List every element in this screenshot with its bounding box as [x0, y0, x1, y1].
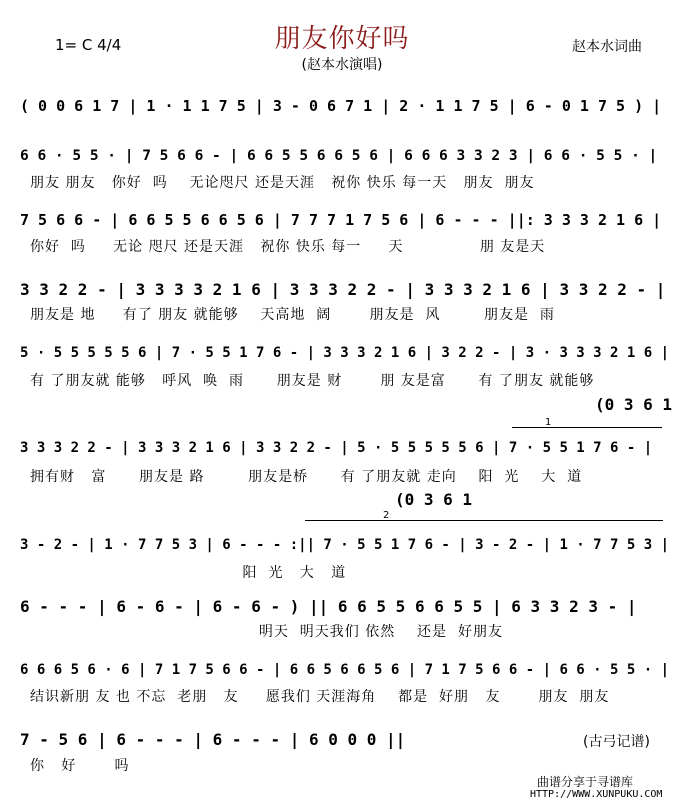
- lyric-row-5: 有 了朋友就 能够 呼风 唤 雨 朋友是 财 朋 友是富 有 了朋友 就能够: [30, 373, 595, 389]
- volta-number-2: 2: [383, 510, 390, 521]
- notation-row-6: 3 3 3 2 2 - | 3 3 3 2 1 6 | 3 3 2 2 - | 5 · 5 5 5 5 5 6 | 7 · 5 5 1 7 6 - |: [20, 440, 653, 456]
- cue-notes-1: (0 3 6 1: [595, 395, 673, 414]
- volta-bracket-2: [305, 520, 663, 521]
- notation-row-9: 6 6 6 5 6 · 6 | 7 1 7 5 6 6 - | 6 6 5 6 6 5 6 | 7 1 7 5 6 6 - | 6 6 · 5 5 · |: [20, 662, 670, 678]
- lyric-row-2: 朋友 朋友 你好 吗 无论咫尺 还是天涯 祝你 快乐 每一天 朋友 朋友: [30, 175, 535, 191]
- cue-notes-2: (0 3 6 1: [395, 490, 473, 509]
- footer-url[interactable]: HTTP://WWW.XUNPUKU.COM: [530, 789, 663, 800]
- lyric-row-4: 朋友是 地 有了 朋友 就能够 天高地 阔 朋友是 风 朋友是 雨: [30, 307, 555, 323]
- song-title: 朋友你好吗: [274, 24, 410, 54]
- notation-row-2: 6 6 · 5 5 · | 7 5 6 6 - | 6 6 5 5 6 6 5 6 | 6 6 6 3 3 2 3 | 6 6 · 5 5 · |: [20, 148, 658, 164]
- notation-row-8: 6 - - - | 6 - 6 - | 6 - 6 - ) || 6 6 5 5 6 6 5 5 | 6 3 3 2 3 - |: [20, 597, 637, 616]
- lyric-row-10: 你 好 吗: [30, 758, 130, 774]
- lyric-row-9: 结识新朋 友 也 不忘 老朋 友 愿我们 天涯海角 都是 好朋 友 朋友 朋友: [30, 689, 610, 705]
- lyric-row-6: 拥有财 富 朋友是 路 朋友是桥 有 了朋友就 走向 阳 光 大 道: [30, 469, 583, 485]
- volta-number-1: 1: [545, 417, 552, 428]
- footer-note: 曲谱分享于寻谱库: [537, 775, 634, 789]
- composer-credit: 赵本水词曲: [572, 39, 642, 55]
- notation-row-7: 3 - 2 - | 1 · 7 7 5 3 | 6 - - - :|| 7 · 5 5 1 7 6 - | 3 - 2 - | 1 · 7 7 5 3 |: [20, 537, 670, 553]
- notation-row-4: 3 3 2 2 - | 3 3 3 3 2 1 6 | 3 3 3 2 2 - | 3 3 3 2 1 6 | 3 3 2 2 - |: [20, 280, 666, 299]
- key-signature: 1= C 4/4: [55, 36, 122, 54]
- notation-row-1: ( 0 0 6 1 7 | 1 · 1 1 7 5 | 3 - 0 6 7 1 | 2 · 1 1 7 5 | 6 - 0 1 7 5 ) |: [20, 97, 662, 115]
- lyric-row-3: 你好 吗 无论 咫尺 还是天涯 祝你 快乐 每一 天 朋 友是天: [30, 239, 546, 255]
- lyric-row-8: 明天 明天我们 依然 还是 好朋友: [30, 624, 503, 640]
- notation-row-3: 7 5 6 6 - | 6 6 5 5 6 6 5 6 | 7 7 7 1 7 5 6 | 6 - - - ||: 3 3 3 2 1 6 |: [20, 211, 662, 229]
- notation-row-10: 7 - 5 6 | 6 - - - | 6 - - - | 6 0 0 0 ||: [20, 730, 406, 749]
- performer-subtitle: (赵本水演唱): [301, 57, 383, 73]
- transcriber-credit: (古弓记谱): [583, 734, 650, 750]
- notation-row-5: 5 · 5 5 5 5 5 6 | 7 · 5 5 1 7 6 - | 3 3 3 2 1 6 | 3 2 2 - | 3 · 3 3 3 2 1 6 |: [20, 345, 670, 361]
- volta-bracket-1: [512, 427, 662, 428]
- lyric-row-7: 阳 光 大 道: [30, 565, 347, 581]
